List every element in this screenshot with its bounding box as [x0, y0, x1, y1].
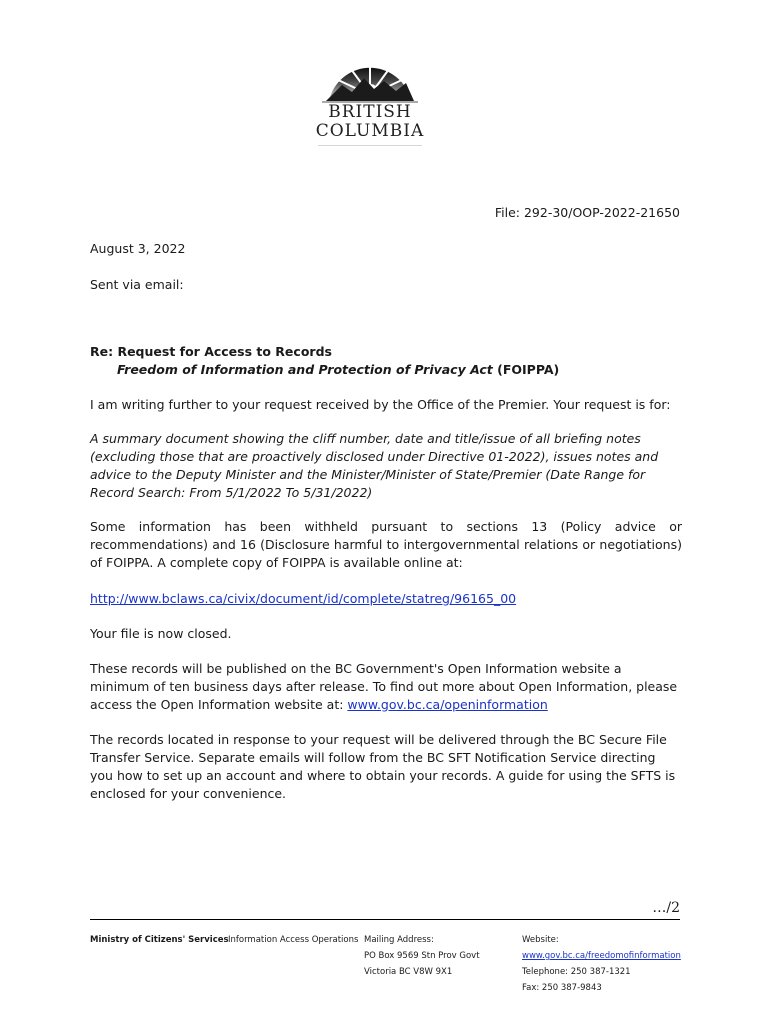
footer-office: Information Access Operations: [228, 935, 359, 945]
sent-via: Sent via email:: [90, 277, 184, 292]
logo-divider: [318, 145, 422, 146]
page-continuation: …/2: [652, 900, 680, 916]
fax: Fax: 250 387-9843: [522, 983, 602, 993]
file-reference: File: 292-30/OOP-2022-21650: [494, 205, 680, 220]
mailing-line1: PO Box 9569 Stn Prov Govt: [364, 951, 480, 961]
act-abbreviation: (FOIPPA): [492, 362, 560, 377]
telephone: Telephone: 250 387-1321: [522, 967, 631, 977]
footer-divider: [90, 919, 680, 920]
request-summary: A summary document showing the cliff number, date and title/issue of all briefing notes (excluding those that are proactively disclosed under Directive 01-2022), issues notes and advice to the Deputy Minister and the Minister/Minister of State/Premier (Date Range for Record Search: From 5/1/2022 To 5/31/2022): [90, 431, 659, 500]
open-information-link[interactable]: www.gov.bc.ca/openinformation: [347, 697, 548, 712]
letter-date: August 3, 2022: [90, 241, 186, 256]
subject-line: Re: Request for Access to Records: [90, 344, 332, 359]
mailing-label: Mailing Address:: [364, 935, 434, 945]
website-link[interactable]: www.gov.bc.ca/freedomofinformation: [522, 951, 681, 961]
bc-government-logo: [312, 45, 428, 147]
act-name: Freedom of Information and Protection of Privacy Act: [117, 362, 493, 377]
website-label: Website:: [522, 935, 559, 945]
intro-paragraph: I am writing further to your request received by the Office of the Premier. Your request is for:: [90, 397, 671, 412]
withheld-paragraph: Some information has been withheld pursuant to sections 13 (Policy advice or recommendations) and 16 (Disclosure harmful to intergovernmental relations or negotiations) of FOIPPA. A complete copy of FOIPPA is available online at:: [90, 519, 682, 570]
publication-paragraph: [90, 660, 682, 714]
publication-text: These records will be published on the BC Government's Open Information website a minimum of ten business days after release. To find out more about Open Information, please access the Open Information website at:: [90, 661, 678, 712]
logo-text-british: BRITISH: [328, 102, 412, 122]
footer-mailing-address: [364, 932, 480, 980]
mailing-line2: Victoria BC V8W 9X1: [364, 967, 453, 977]
file-closed-paragraph: Your file is now closed.: [90, 626, 232, 641]
foippa-link[interactable]: http://www.bclaws.ca/civix/document/id/complete/statreg/96165_00: [90, 591, 517, 606]
act-reference: [117, 361, 559, 379]
foippa-link-line: [90, 590, 516, 608]
logo-text-columbia: COLUMBIA: [315, 121, 425, 141]
delivery-paragraph: The records located in response to your request will be delivered through the BC Secure File Transfer Service. Separate emails will follow from the BC SFT Notification Service directing you how to set up an account and where to obtain your records. A guide for using the SFTS is enclosed for your convenience.: [90, 732, 676, 801]
footer-contact: [522, 932, 681, 996]
footer-ministry: Ministry of Citizens' Services: [90, 935, 229, 945]
bc-crest-sun-mountains-icon: [312, 45, 428, 103]
